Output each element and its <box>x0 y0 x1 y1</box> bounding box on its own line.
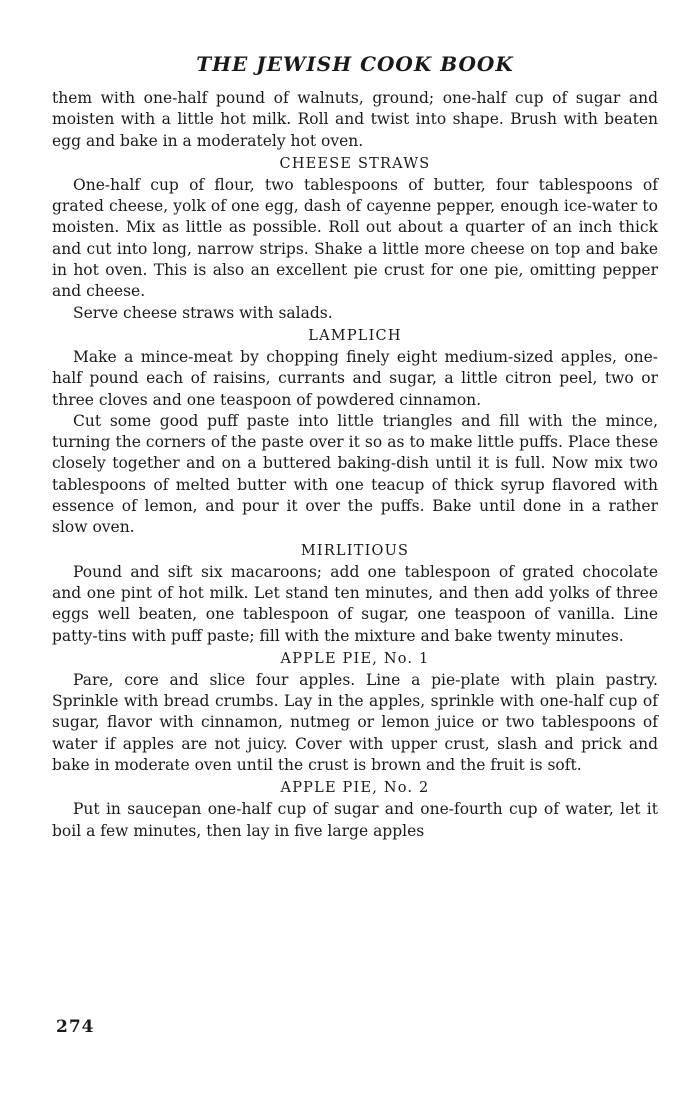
page-number: 274 <box>56 1017 95 1037</box>
recipe-paragraph: Put in saucepan one-half cup of sugar and one-fourth cup of water, let it boil a few minutes, then lay in five large apples <box>52 800 658 840</box>
recipe-paragraph: Cut some good puff paste into little triangles and fill with the mince, turning the corners of the paste over it so as to make little puffs. Place these closely together and on a buttered baking-dish until it is full. Now mix two tablespoons of melted butter with one teacup of thick syrup flavored with essence of lemon, and pour it over the puffs. Bake until done in a rather slow oven. <box>52 411 658 537</box>
recipe-paragraph: Serve cheese straws with salads. <box>73 303 333 322</box>
continued-paragraph: them with one-half pound of walnuts, ground; one-half cup of sugar and moisten with a little hot milk. Roll and twist into shape. Brush with beaten egg and bake in a moderately hot oven. <box>52 89 658 150</box>
recipe-title: APPLE PIE, No. 1 <box>280 650 430 667</box>
recipe-mirlitious <box>52 541 658 647</box>
recipe-paragraph: Pare, core and slice four apples. Line a pie-plate with plain pastry. Sprinkle with bread crumbs. Lay in the apples, sprinkle with one-half cup of sugar, flavor with cinnamon, nutmeg or lemon juice or two tablespoons of water if apples are not juicy. Cover with upper crust, slash and prick and bake in moderate oven until the crust is brown and the fruit is soft. <box>52 670 658 775</box>
running-header: THE JEWISH COOK BOOK <box>196 52 514 76</box>
recipe-cheese-straws <box>52 154 658 324</box>
recipe-title: APPLE PIE, No. 2 <box>280 780 430 797</box>
recipe-paragraph: One-half cup of flour, two tablespoons of butter, four tablespoons of grated cheese, yolk of one egg, dash of cayenne pepper, enough ice-water to moisten. Mix as little as possible. Roll out about a quarter of an inch thick and cut into long, narrow strips. Shake a little more cheese on top and bake in hot oven. This is also an excellent pie crust for one pie, omitting pepper and cheese. <box>52 175 658 301</box>
recipe-paragraph: Make a mince-meat by chopping finely eight medium-sized apples, one-half pound each of raisins, currants and sugar, a little citron peel, two or three cloves and one teaspoon of powdered cinnamon. <box>52 347 658 409</box>
recipe-paragraph: Pound and sift six macaroons; add one tablespoon of grated chocolate and one pint of hot milk. Let stand ten minutes, and then add yolks of three eggs well beaten, one tablespoon of sugar, one teaspoon of vanilla. Line patty-tins with puff paste; fill with the mixture and bake twenty minutes. <box>52 562 658 645</box>
book-page <box>52 52 658 842</box>
recipe-title: CHEESE STRAWS <box>279 155 431 172</box>
recipe-title: MIRLITIOUS <box>300 542 410 559</box>
recipe-lamplich <box>52 326 658 539</box>
recipe-apple-pie-2 <box>52 778 658 842</box>
recipe-title: LAMPLICH <box>308 327 402 344</box>
recipe-apple-pie-1 <box>52 649 658 776</box>
